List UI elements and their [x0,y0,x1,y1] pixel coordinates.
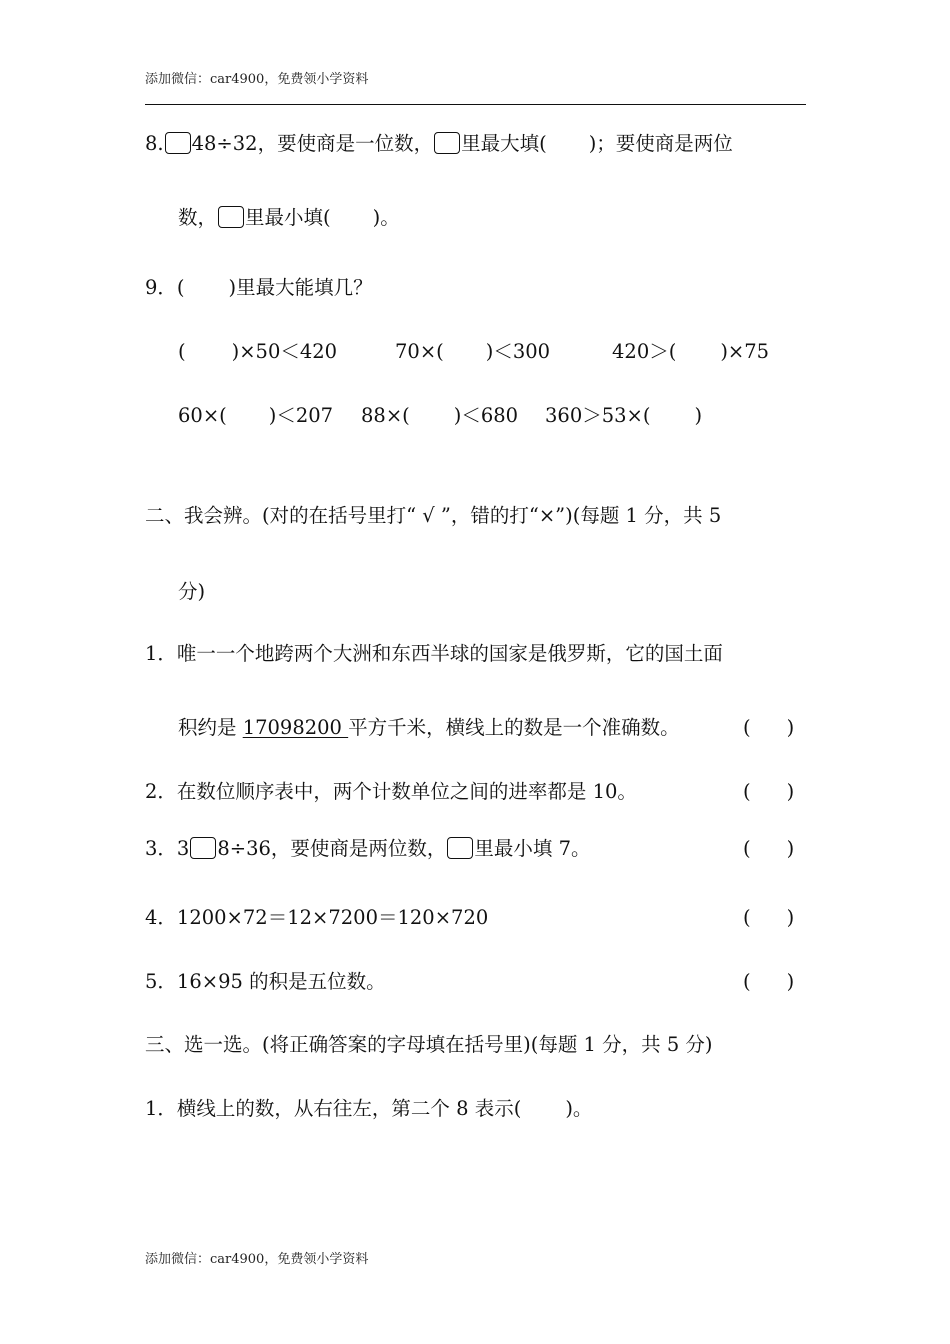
answer-paren-5[interactable]: ( ) [743,970,795,993]
answer-paren-2[interactable]: ( ) [743,780,795,803]
blank-box[interactable] [434,132,460,154]
blank-box[interactable] [190,837,216,859]
blank-box[interactable] [218,206,244,228]
judge-item-5: 5．16×95 的积是五位数。 [145,970,386,993]
judge-item-2: 2．在数位顺序表中，两个计数单位之间的进率都是 10。 [145,780,637,803]
question-number: 8. [145,132,164,155]
judge-item-3: 3．3 8÷36，要使商是两位数， 里最小填 7。 [145,837,591,860]
section-2-heading-cont: 分) [178,580,206,603]
q9-row2-item1: 60×( )＜207 [178,404,334,427]
header-rule [145,104,806,105]
question-9-title: 9．( )里最大能填几？ [145,276,373,299]
q9-row2-item3: 360＞53×( ) [545,404,703,427]
q9-row2-item2: 88×( )＜680 [361,404,519,427]
section-3-heading: 三、选一选。(将正确答案的字母填在括号里)(每题 1 分，共 5 分) [145,1033,713,1056]
judge-item-4: 4．1200×72＝12×7200＝120×720 [145,906,489,929]
answer-paren-4[interactable]: ( ) [743,906,795,929]
underlined-number: 17098200 [242,716,349,739]
header-watermark: 添加微信：car4900，免费领小学资料 [145,72,369,87]
blank-box[interactable] [165,132,191,154]
q9-row1-item2: 70×( )＜300 [395,340,551,363]
judge-item-1-cont: 积约是 17098200 平方千米，横线上的数是一个准确数。 [178,716,680,739]
answer-paren-3[interactable]: ( ) [743,837,795,860]
q9-row1-item3: 420＞( )×75 [612,340,770,363]
footer-watermark: 添加微信：car4900，免费领小学资料 [145,1252,369,1267]
answer-paren-1[interactable]: ( ) [743,716,795,739]
choice-item-1: 1．横线上的数，从右往左，第二个 8 表示( )。 [145,1097,593,1120]
question-8-line1: 8. 48÷32，要使商是一位数， 里最大填( )；要使商是两位 [145,132,733,155]
question-8-line2: 数， 里最小填( )。 [178,206,400,229]
judge-item-1: 1．唯一一个地跨两个大洲和东西半球的国家是俄罗斯，它的国土面 [145,642,723,665]
q9-row1-item1: ( )×50＜420 [178,340,338,363]
section-2-heading: 二、我会辨。(对的在括号里打“ √ ”，错的打“×”)(每题 1 分，共 5 [145,504,722,527]
blank-box[interactable] [447,837,473,859]
